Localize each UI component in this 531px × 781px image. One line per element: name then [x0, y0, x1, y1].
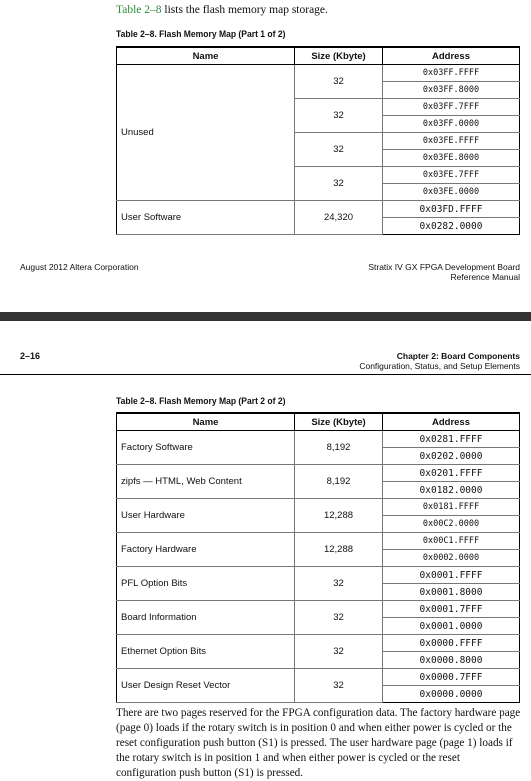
table-row — [117, 65, 520, 82]
address-low: 0x03FE.0000 — [383, 184, 520, 201]
row-size: 12,288 — [295, 533, 383, 567]
address-low: 0x0202.0000 — [383, 448, 520, 465]
header-address: Address — [383, 413, 520, 431]
address-high: 0x0000.7FFF — [383, 669, 520, 686]
row-name: Unused — [121, 127, 154, 138]
flash-memory-map-table-part2 — [116, 412, 520, 703]
header-name: Name — [117, 413, 295, 431]
row-size: 32 — [295, 65, 383, 99]
address-low: 0x00C2.0000 — [383, 516, 520, 533]
table-row — [117, 201, 520, 218]
address-low: 0x0001.8000 — [383, 584, 520, 601]
intro-text — [116, 4, 328, 16]
row-name: Factory Hardware — [117, 533, 295, 567]
body-paragraph: There are two pages reserved for the FPGA configuration data. The factory hardware page (page 0) loads if the rotary switch is in position 0 and when either power is cycled or the reset configuration push button (S1) is pressed. The user hardware page (page 1) loads if the rotary switch is in position 1 and when either power is cycled or the reset configuration push button (S1) is pressed. — [116, 707, 521, 779]
address-low: 0x0002.0000 — [383, 550, 520, 567]
table-header-row — [117, 413, 520, 431]
intro-rest: lists the flash memory map storage. — [161, 4, 328, 16]
row-size: 32 — [295, 669, 383, 703]
table-reference-link[interactable]: Table 2–8 — [116, 4, 162, 16]
table-row — [117, 601, 520, 618]
chapter-title: Chapter 2: Board Components — [396, 351, 520, 361]
address-high: 0x03FE.FFFF — [383, 133, 520, 150]
address-low: 0x0282.0000 — [383, 218, 520, 235]
row-name: User Hardware — [117, 499, 295, 533]
address-low: 0x03FE.8000 — [383, 150, 520, 167]
table-row — [117, 635, 520, 652]
running-header — [359, 351, 520, 371]
row-size: 32 — [295, 167, 383, 201]
row-size: 32 — [295, 635, 383, 669]
address-high: 0x0000.FFFF — [383, 635, 520, 652]
header-rule — [0, 374, 531, 375]
row-name: User Software — [117, 201, 295, 235]
row-size: 32 — [295, 133, 383, 167]
flash-memory-map-table-part1 — [116, 46, 520, 235]
footer-left: August 2012 Altera Corporation — [20, 262, 139, 272]
address-low: 0x0182.0000 — [383, 482, 520, 499]
address-low: 0x03FF.0000 — [383, 116, 520, 133]
table-row — [117, 465, 520, 482]
address-low: 0x0001.0000 — [383, 618, 520, 635]
address-high: 0x00C1.FFFF — [383, 533, 520, 550]
address-high: 0x0201.FFFF — [383, 465, 520, 482]
page-number: 2–16 — [20, 351, 41, 361]
row-size: 32 — [295, 99, 383, 133]
row-size: 12,288 — [295, 499, 383, 533]
table2-caption: Table 2–8. Flash Memory Map (Part 2 of 2) — [116, 396, 286, 407]
address-high: 0x03FD.FFFF — [383, 201, 520, 218]
row-size: 24,320 — [295, 201, 383, 235]
address-low: 0x0000.8000 — [383, 652, 520, 669]
table-row — [117, 669, 520, 686]
row-size: 8,192 — [295, 431, 383, 465]
table-row — [117, 533, 520, 550]
address-high: 0x0001.FFFF — [383, 567, 520, 584]
footer-right — [368, 262, 520, 282]
header-size: Size (Kbyte) — [295, 413, 383, 431]
footer-right-line1: Stratix IV GX FPGA Development Board — [368, 262, 520, 272]
row-name: Board Information — [117, 601, 295, 635]
row-name: User Design Reset Vector — [117, 669, 295, 703]
address-high: 0x03FF.7FFF — [383, 99, 520, 116]
header-address: Address — [383, 47, 520, 65]
address-high: 0x03FE.7FFF — [383, 167, 520, 184]
address-high: 0x0001.7FFF — [383, 601, 520, 618]
address-low: 0x03FF.8000 — [383, 82, 520, 99]
row-size: 8,192 — [295, 465, 383, 499]
row-name: PFL Option Bits — [117, 567, 295, 601]
table-row — [117, 499, 520, 516]
row-size: 32 — [295, 567, 383, 601]
address-high: 0x03FF.FFFF — [383, 65, 520, 82]
header-size: Size (Kbyte) — [295, 47, 383, 65]
address-high: 0x0281.FFFF — [383, 431, 520, 448]
footer-right-line2: Reference Manual — [450, 272, 520, 282]
unused-cell — [117, 65, 295, 201]
row-name: zipfs — HTML, Web Content — [117, 465, 295, 499]
page-separator — [0, 312, 531, 321]
section-title: Configuration, Status, and Setup Elements — [359, 361, 520, 371]
table-row — [117, 567, 520, 584]
row-name: Ethernet Option Bits — [117, 635, 295, 669]
address-low: 0x0000.0000 — [383, 686, 520, 703]
table-header-row — [117, 47, 520, 65]
row-size: 32 — [295, 601, 383, 635]
row-name: Factory Software — [117, 431, 295, 465]
table1-caption: Table 2–8. Flash Memory Map (Part 1 of 2) — [116, 29, 286, 40]
table-row — [117, 431, 520, 448]
address-high: 0x0181.FFFF — [383, 499, 520, 516]
header-name: Name — [117, 47, 295, 65]
